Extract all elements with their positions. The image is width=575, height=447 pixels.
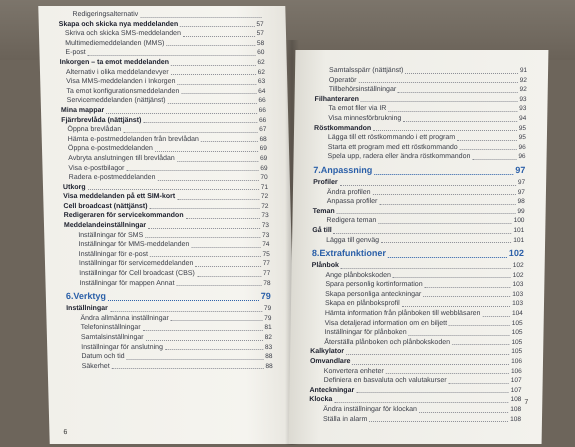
toc-entry-title: Alternativ i olika meddelandevyer (65, 68, 169, 76)
dot-leader (183, 36, 255, 37)
toc-entry (67, 323, 272, 333)
toc-entry-title: Konvertera enheter (323, 367, 384, 375)
dot-leader (482, 316, 510, 317)
dot-leader (337, 213, 516, 214)
toc-entry-title: Inställningar för plånboken (324, 329, 407, 337)
toc-entry-title: Säkerhet (81, 362, 110, 370)
dot-leader (148, 228, 260, 229)
toc-entry (65, 250, 270, 260)
toc-entry (314, 95, 526, 105)
toc-entry (311, 309, 523, 319)
toc-entry-page: 102 (512, 271, 524, 279)
toc-entry-title: Inställningar för MMS-meddelanden (78, 241, 190, 249)
dot-leader (201, 141, 258, 142)
toc-entry-page: 88 (265, 362, 273, 370)
toc-entry (312, 236, 524, 246)
dot-leader (398, 92, 517, 93)
dot-leader (460, 149, 517, 150)
dot-leader (388, 257, 507, 258)
toc-entry (65, 279, 270, 289)
toc-entry-title: Profiler (313, 178, 338, 186)
toc-entry-title: Datum och tid (81, 353, 125, 361)
toc-entry-page: 95 (518, 124, 527, 132)
toc-entry-page: 102 (508, 248, 524, 259)
toc-entry-title: Mina mappar (60, 106, 105, 114)
toc-entry (60, 77, 265, 87)
toc-entry-page: 82 (264, 334, 273, 341)
toc-entry-page: 62 (257, 68, 266, 76)
dot-leader (150, 256, 261, 257)
toc-entry-page: 66 (258, 116, 267, 124)
dot-leader (373, 130, 517, 131)
toc-entry-title: Avbryta anslutningen till brevlådan (68, 154, 175, 162)
toc-entry (67, 333, 272, 343)
dot-leader (379, 204, 515, 205)
toc-entry-title: Skapa personliga anteckningar (325, 290, 422, 298)
toc-entry (315, 85, 527, 95)
toc-entry (310, 338, 522, 348)
toc-entry (309, 395, 521, 405)
toc-entry-title: Meddelandeinställningar (63, 222, 147, 230)
dot-leader (140, 17, 261, 18)
toc-entry-title: Samtalsspärr (nättjänst) (329, 67, 404, 74)
dot-leader (340, 185, 516, 186)
dot-leader (167, 45, 256, 46)
toc-entry-page: 58 (256, 39, 265, 47)
toc-entry-title: Skapa och skicka nya meddelanden (58, 20, 179, 28)
toc-entry-page: 69 (259, 154, 268, 162)
toc-entry-title: Inställningar för SMS (78, 231, 144, 239)
toc-entry (313, 152, 525, 162)
toc-entry-page: 93 (519, 105, 527, 113)
toc-entry (311, 299, 523, 309)
toc-entry-title: Anteckningar (309, 386, 355, 394)
toc-entry (61, 106, 266, 116)
toc-entry-title: Inställningar för Cell broadcast (CBS) (79, 270, 195, 278)
toc-entry-page: 105 (511, 338, 523, 346)
toc-entry (58, 10, 263, 20)
toc-entry-title: Starta ett program med ett röstkommando (327, 143, 458, 151)
toc-entry-page: 97 (517, 178, 526, 186)
toc-entry-title: Redigeraren för servicekommandon (63, 212, 184, 220)
toc-entry-title: Redigeringsalternativ (72, 11, 139, 18)
toc-entry-title: Öppna brevlådan (67, 126, 122, 134)
dot-leader (356, 392, 508, 393)
toc-chapter-heading (312, 246, 524, 260)
dot-leader (108, 300, 259, 301)
toc-entry-page: 94 (518, 114, 527, 122)
toc-entry-page: 79 (263, 305, 272, 313)
toc-entry (311, 280, 523, 290)
toc-entry-title: Skapa en plånboksprofil (324, 300, 400, 308)
toc-entry-title: Multimediemeddelanden (MMS) (65, 39, 165, 47)
toc-entry-page: 69 (260, 164, 268, 172)
toc-entry-page: 96 (518, 143, 526, 151)
toc-entry (315, 76, 527, 86)
toc-entry (313, 197, 525, 207)
toc-entry-title: Visa MMS-meddelanden i Inkorgen (66, 78, 176, 86)
toc-entry-title: Skriva och skicka SMS-meddelanden (64, 30, 182, 38)
dot-leader (386, 373, 509, 374)
toc-entry-page: 97 (515, 164, 526, 175)
dot-leader (358, 82, 517, 83)
toc-entry-page: 79 (260, 291, 271, 302)
table-of-contents-right (309, 66, 527, 424)
dot-leader (191, 247, 260, 248)
toc-entry-page: 105 (511, 329, 523, 337)
toc-entry-page: 93 (519, 95, 527, 103)
toc-entry-title: Ta emot konfigurationsmeddelanden (66, 87, 180, 95)
dot-leader (168, 103, 257, 104)
toc-entry-title: Hämta information från plånboken till webbläsaren (324, 310, 481, 318)
toc-entry-title: Inkorgen – ta emot meddelanden (59, 58, 170, 66)
dot-leader (457, 140, 517, 141)
right-page (289, 50, 549, 444)
dot-leader (195, 266, 260, 267)
dot-leader (106, 113, 257, 114)
toc-entry (315, 66, 527, 76)
toc-entry (313, 178, 525, 188)
toc-entry-page: 64 (258, 87, 266, 95)
toc-entry-title: Klocka (309, 396, 333, 404)
toc-entry-title: Telefoninställningar (80, 324, 141, 332)
toc-entry (309, 386, 521, 396)
dot-leader (150, 208, 260, 209)
toc-entry (309, 405, 521, 415)
toc-entry-page: 79 (264, 314, 272, 322)
dot-leader (393, 277, 511, 278)
dot-leader (177, 161, 258, 162)
dot-leader (177, 199, 259, 200)
dot-leader (334, 402, 508, 403)
toc-entry-title: Radera e-postmeddelanden (68, 174, 156, 182)
toc-entry-title: Samtalsinställningar (80, 334, 144, 341)
toc-entry-page: 68 (259, 135, 267, 143)
toc-entry-page: 88 (265, 353, 273, 361)
dot-leader (388, 111, 517, 112)
dot-leader (405, 73, 517, 74)
toc-entry-page: 92 (519, 86, 527, 94)
toc-entry (61, 116, 266, 126)
toc-entry (310, 357, 522, 367)
toc-entry-page: 104 (511, 310, 523, 318)
toc-entry-page: 105 (511, 348, 523, 356)
toc-entry-title: 7.Anpassning (313, 164, 373, 175)
toc-entry-title: Ta emot filer via IR (328, 105, 387, 113)
toc-entry-page: 71 (260, 183, 269, 191)
dot-leader (145, 237, 260, 238)
toc-entry-page: 105 (511, 319, 523, 327)
toc-entry-title: Kalkylator (310, 348, 345, 356)
toc-entry-page: 108 (510, 396, 522, 404)
toc-entry-title: Omvandlare (309, 358, 351, 366)
dot-leader (143, 330, 263, 331)
toc-entry (310, 347, 522, 357)
toc-entry-page: 97 (517, 188, 526, 196)
toc-entry-page: 107 (510, 386, 522, 394)
toc-entry (61, 96, 266, 106)
toc-entry-page: 103 (512, 300, 524, 308)
toc-entry (66, 304, 271, 314)
page-number-left: 6 (63, 429, 68, 436)
toc-entry (313, 207, 525, 217)
dot-leader (361, 101, 517, 102)
toc-chapter-heading (313, 163, 525, 177)
toc-entry-page: 62 (257, 58, 265, 66)
dot-leader (341, 268, 511, 269)
dot-leader (186, 218, 260, 219)
dot-leader (177, 285, 262, 286)
toc-entry-title: Inställningar för servicemeddelanden (78, 260, 194, 268)
dot-leader (165, 349, 263, 350)
toc-entry-page: 96 (518, 153, 526, 161)
toc-entry (64, 211, 269, 221)
dot-leader (425, 287, 511, 288)
toc-entry-title: Ändra inställningar för klockan (323, 406, 418, 413)
toc-entry (66, 314, 271, 324)
toc-entry-title: Spela upp, radera eller ändra röstkommandon (327, 153, 471, 161)
toc-entry (314, 143, 526, 153)
toc-entry-title: Operatör (328, 76, 357, 84)
toc-entry (311, 319, 523, 329)
dot-leader (171, 65, 255, 66)
toc-entry-title: Inställningar för mappen Annat (79, 279, 175, 287)
dot-leader (155, 151, 258, 152)
dot-leader (127, 359, 264, 360)
toc-entry (61, 125, 266, 135)
dot-leader (181, 93, 256, 94)
toc-entry-page: 108 (510, 406, 522, 413)
toc-entry (62, 154, 267, 164)
toc-entry-title: Gå till (312, 226, 332, 234)
toc-entry-page: 57 (256, 20, 264, 28)
toc-entry-title: Visa detaljerad information om en biljett (324, 319, 448, 327)
toc-entry (311, 271, 523, 281)
toc-entry-page: 102 (512, 262, 524, 270)
dot-leader (381, 242, 511, 243)
toc-entry (59, 48, 264, 58)
toc-entry-title: Röstkommandon (314, 124, 372, 132)
toc-entry (314, 104, 526, 114)
toc-entry (312, 226, 524, 236)
toc-entry-title: Cell broadcast (nättjänst) (63, 202, 148, 210)
toc-entry-page: 92 (519, 76, 527, 84)
toc-entry-page: 103 (512, 281, 524, 289)
page-number-right: 7 (524, 399, 529, 406)
toc-entry-page: 66 (258, 106, 267, 114)
toc-entry (64, 240, 269, 250)
toc-entry-page: 63 (257, 78, 266, 86)
dot-leader (146, 340, 263, 341)
toc-entry (309, 415, 521, 425)
toc-entry (63, 173, 268, 183)
toc-entry (60, 58, 265, 68)
toc-entry (60, 68, 265, 78)
toc-entry-page: 106 (510, 367, 522, 375)
toc-entry (310, 367, 522, 377)
toc-entry-title: Öppna e-postmeddelanden (67, 145, 153, 153)
toc-entry-page: 91 (519, 67, 528, 74)
toc-chapter-heading (66, 289, 271, 303)
toc-entry-title: 8.Extrafunktioner (311, 248, 387, 259)
toc-entry-page: 74 (262, 241, 270, 249)
toc-entry-title: E-post (65, 49, 86, 57)
toc-entry (314, 114, 526, 124)
dot-leader (126, 170, 258, 171)
toc-entry-title: Inställningar för e-post (78, 250, 149, 258)
toc-entry-title: Återställa plånboken och plånbokskoden (324, 338, 451, 346)
dot-leader (197, 276, 261, 277)
toc-entry-title: Hämta e-postmeddelanden från brevlådan (67, 135, 199, 143)
toc-entry (60, 87, 265, 97)
dot-leader (423, 296, 510, 297)
toc-entry-page: 73 (261, 231, 270, 239)
toc-entry (311, 290, 523, 300)
toc-entry-page: 98 (517, 198, 525, 206)
toc-entry-title: Teman (312, 207, 335, 215)
toc-entry-page: 60 (257, 49, 265, 57)
toc-entry (314, 124, 526, 134)
toc-entry (68, 362, 273, 372)
table-of-contents-left (58, 10, 272, 371)
toc-entry (63, 202, 268, 212)
toc-entry (64, 231, 269, 241)
toc-entry-page: 57 (256, 30, 265, 38)
toc-entry-title: Inställningar för anslutning (81, 343, 164, 351)
toc-entry (62, 144, 267, 154)
dot-leader (143, 122, 257, 123)
dot-leader (352, 364, 509, 365)
toc-entry-page: 69 (259, 145, 268, 153)
toc-entry (67, 343, 272, 353)
toc-entry-page: 67 (259, 126, 267, 134)
toc-entry-page: 108 (510, 415, 522, 423)
dot-leader (112, 368, 264, 369)
dot-leader (419, 412, 508, 413)
dot-leader (472, 159, 516, 160)
toc-entry-title: Visa meddelanden på ett SIM-kort (63, 193, 176, 201)
toc-entry (64, 221, 269, 231)
toc-entry (310, 328, 522, 338)
toc-entry (67, 352, 272, 362)
toc-entry-title: Anpassa profiler (326, 198, 378, 206)
dot-leader (449, 325, 510, 326)
toc-entry-page: 106 (511, 358, 523, 366)
toc-entry-title: Redigera teman (326, 217, 377, 225)
dot-leader (374, 174, 513, 175)
toc-entry-title: Utkorg (62, 183, 86, 191)
toc-entry (314, 133, 526, 143)
dot-leader (402, 306, 510, 307)
toc-entry-page: 81 (264, 324, 272, 332)
toc-entry-title: Lägga till ett röstkommando i ett program (327, 134, 456, 142)
toc-entry (62, 135, 267, 145)
dot-leader (372, 194, 515, 195)
dot-leader (403, 121, 517, 122)
dot-leader (88, 189, 259, 190)
toc-entry-page: 66 (258, 97, 266, 105)
toc-entry-title: Ställa in alarm (322, 415, 368, 423)
dot-leader (378, 223, 511, 224)
toc-entry-title: Inställningar (66, 305, 108, 313)
toc-entry-title: 6.Verktyg (65, 291, 107, 302)
toc-entry-page: 83 (264, 343, 273, 351)
toc-entry-title: Lägga till genväg (326, 236, 380, 244)
toc-entry-page: 101 (513, 226, 525, 234)
toc-entry-title: Visa minnesförbrukning (328, 114, 402, 122)
toc-entry-page: 73 (261, 222, 270, 230)
toc-entry-title: Fjärrbrevlåda (nättjänst) (61, 116, 142, 124)
dot-leader (88, 55, 256, 56)
toc-entry-page: 100 (513, 217, 525, 225)
toc-entry (310, 376, 522, 386)
toc-entry-page: 72 (261, 202, 269, 210)
dot-leader (110, 311, 262, 312)
toc-entry-title: Tillbehörsinställningar (328, 86, 397, 94)
toc-entry-page: 70 (260, 174, 268, 182)
toc-entry (63, 192, 268, 202)
toc-entry (65, 259, 270, 269)
dot-leader (180, 26, 254, 27)
toc-entry-page: 107 (510, 377, 522, 385)
toc-entry-page: 72 (260, 193, 269, 201)
toc-entry-title: Ändra allmänna inställningar (80, 314, 169, 322)
toc-entry-page: 103 (512, 290, 524, 298)
toc-entry-title: Filhanteraren (314, 95, 359, 103)
toc-entry-title: Visa e-postbilagor (68, 164, 125, 172)
toc-entry-page: 73 (261, 212, 269, 220)
toc-entry-page: 99 (517, 207, 525, 215)
toc-entry (312, 261, 524, 271)
toc-entry (313, 188, 525, 198)
toc-entry-title: Plånbok (311, 262, 339, 270)
toc-entry-page: 77 (262, 270, 271, 278)
toc-entry (59, 29, 264, 39)
dot-leader (452, 344, 509, 345)
toc-entry-title: Ange plånbokskoden (325, 271, 391, 279)
dot-leader (171, 74, 256, 75)
toc-entry-title: Ändra profilen (326, 188, 371, 196)
dot-leader (409, 335, 510, 336)
toc-entry-title: Spara personlig kortinformation (325, 281, 423, 289)
dot-leader (369, 421, 508, 422)
toc-entry-page: 75 (262, 250, 270, 258)
toc-entry (312, 216, 524, 226)
toc-entry-page: 77 (262, 260, 271, 268)
toc-entry (62, 164, 267, 174)
dot-leader (334, 233, 512, 234)
toc-entry (63, 183, 268, 193)
left-page (38, 6, 296, 444)
dot-leader (346, 354, 509, 355)
toc-entry (65, 269, 270, 279)
toc-entry-page: 95 (518, 134, 526, 142)
dot-leader (449, 383, 509, 384)
toc-entry (59, 39, 264, 49)
toc-entry-page: 101 (513, 236, 525, 244)
dot-leader (178, 84, 257, 85)
toc-entry-title: Servicemeddelanden (nättjänst) (66, 97, 166, 105)
dot-leader (123, 132, 257, 133)
toc-entry-title: Definiera en basvaluta och valutakurser (323, 377, 447, 385)
toc-entry-page: 78 (263, 279, 271, 287)
dot-leader (171, 320, 262, 321)
toc-entry (59, 20, 264, 30)
dot-leader (158, 180, 259, 181)
